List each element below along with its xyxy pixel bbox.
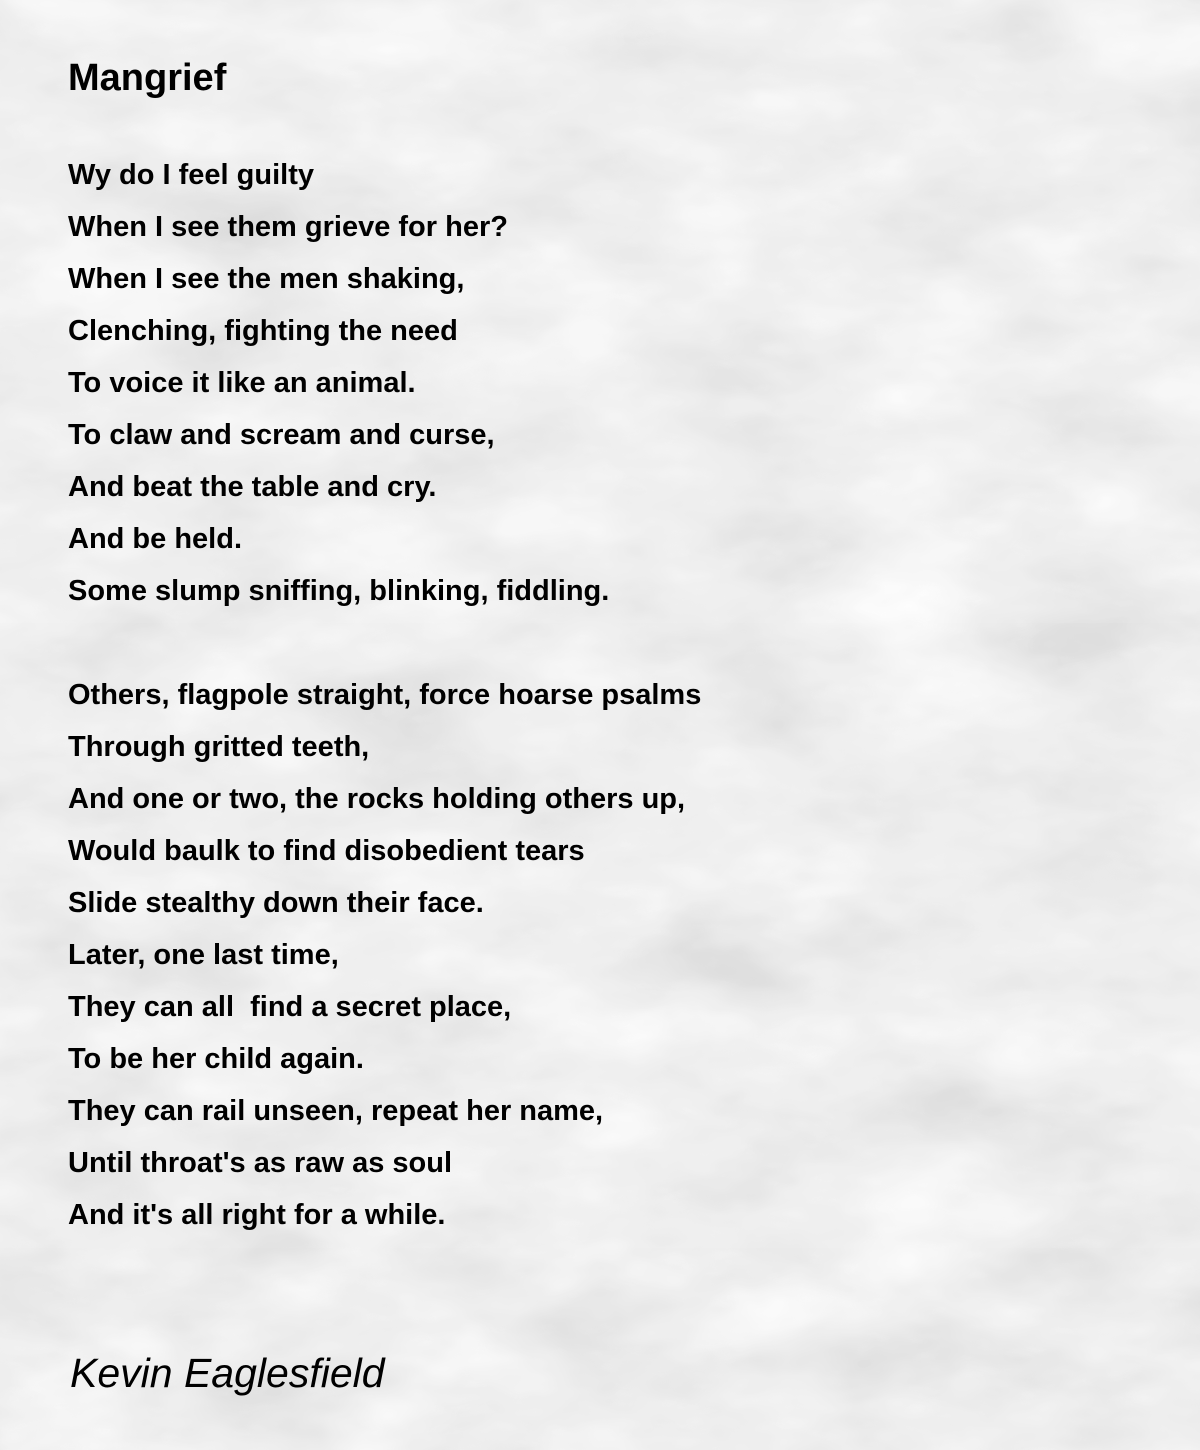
poem-line: And beat the table and cry.	[68, 471, 437, 503]
poem-line: To be her child again.	[68, 1043, 364, 1075]
poem-line: Others, flagpole straight, force hoarse psalms	[68, 679, 702, 711]
poem-line: Wy do I feel guilty	[68, 159, 314, 191]
poem-line: Would baulk to find disobedient tears	[68, 835, 585, 867]
poem-line: Some slump sniffing, blinking, fiddling.	[68, 575, 610, 607]
poem-line: And one or two, the rocks holding others up,	[68, 783, 686, 815]
poem-line: When I see the men shaking,	[68, 263, 465, 295]
poem-line: They can rail unseen, repeat her name,	[68, 1095, 604, 1127]
poem-line: And be held.	[68, 523, 242, 555]
poem-line: Until throat's as raw as soul	[68, 1147, 452, 1179]
poem-line: Through gritted teeth,	[68, 731, 370, 763]
poem-line: To voice it like an animal.	[68, 367, 416, 399]
poem-line: Later, one last time,	[68, 939, 339, 971]
poem-line: Clenching, fighting the need	[68, 315, 458, 347]
stanza	[68, 669, 701, 1241]
poem-line: Slide stealthy down their face.	[68, 887, 484, 919]
poem-line: They can all find a secret place,	[68, 991, 512, 1023]
poem-line: When I see them grieve for her?	[68, 211, 508, 243]
poem-line: And it's all right for a while.	[68, 1199, 446, 1231]
poem-line: To claw and scream and curse,	[68, 419, 495, 451]
poem-title: Mangrief	[68, 57, 227, 99]
stanza	[68, 149, 609, 617]
poem-author: Kevin Eaglesfield	[70, 1350, 385, 1396]
